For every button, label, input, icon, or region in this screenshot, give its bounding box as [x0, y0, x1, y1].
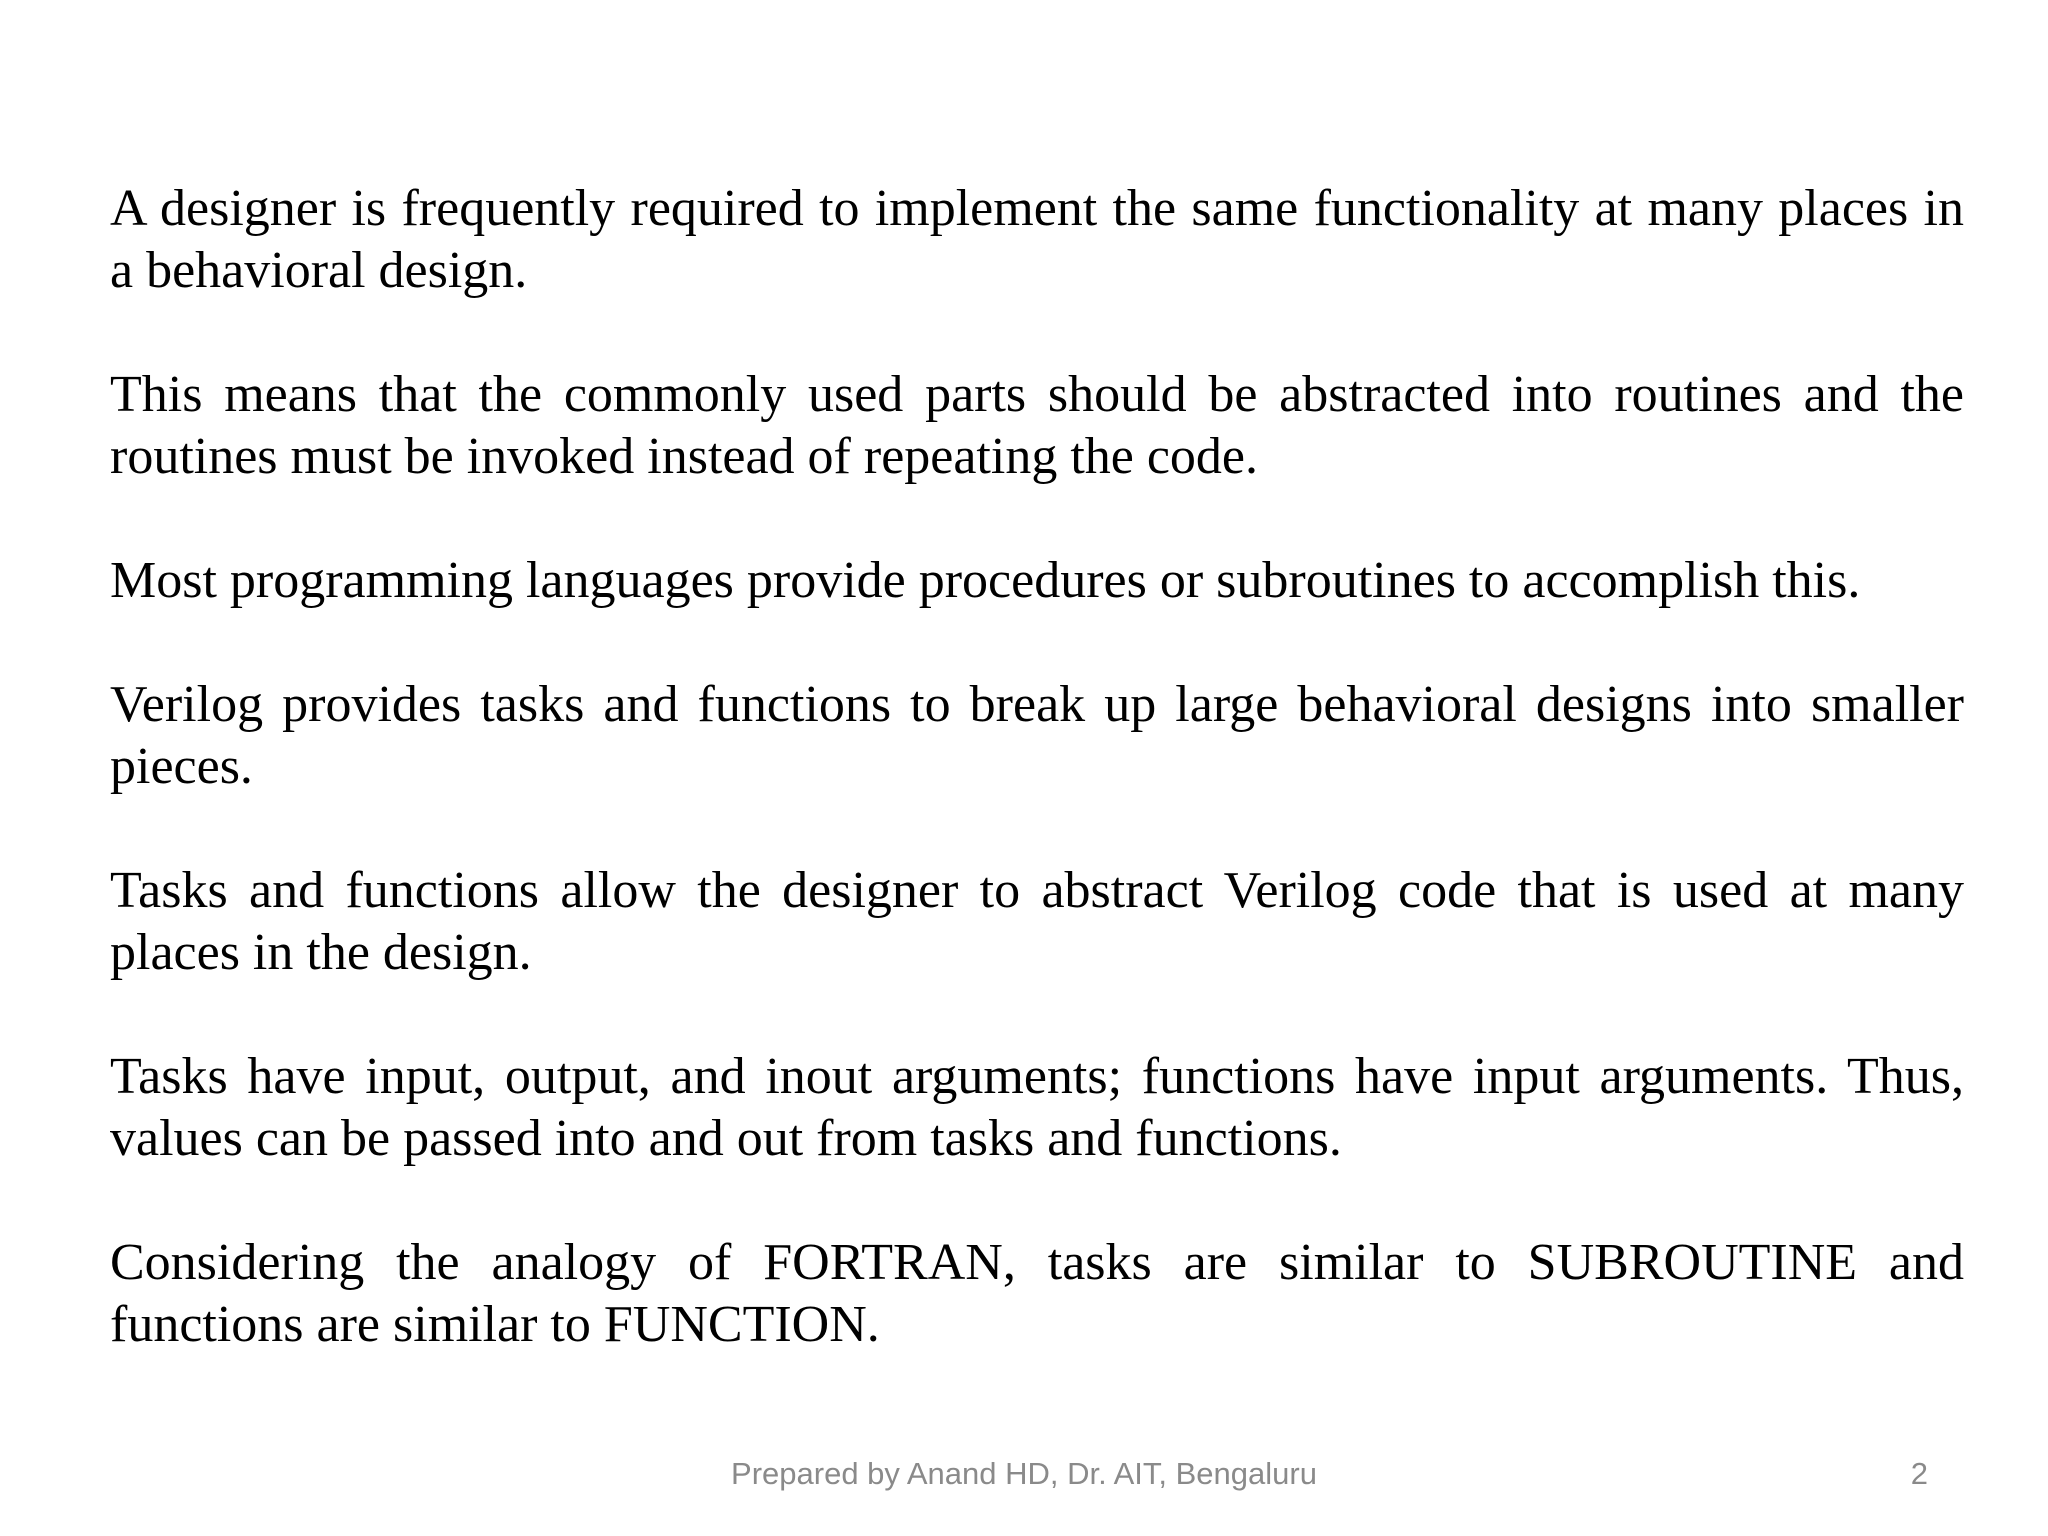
slide-body: [110, 178, 1964, 1356]
paragraph-7: Considering the analogy of FORTRAN, tasks are similar to SUBROUTINE and functions are similar to FUNCTION.: [110, 1234, 1964, 1353]
paragraph-4: Verilog provides tasks and functions to break up large behavioral designs into smaller pieces.: [110, 676, 1964, 795]
paragraph-3: Most programming languages provide procedures or subroutines to accomplish this.: [110, 552, 1861, 609]
paragraph-1: A designer is frequently required to implement the same functionality at many places in a behavioral design.: [110, 180, 1964, 299]
paragraph-6: Tasks have input, output, and inout arguments; functions have input arguments. Thus, values can be passed into and out from tasks and functions.: [110, 1048, 1964, 1167]
paragraph-5: Tasks and functions allow the designer to abstract Verilog code that is used at many places in the design.: [110, 862, 1964, 981]
footer-credit: Prepared by Anand HD, Dr. AIT, Bengaluru: [731, 1456, 1317, 1491]
slide-footer: [0, 1452, 2048, 1496]
paragraph-2: This means that the commonly used parts should be abstracted into routines and the routines must be invoked instead of repeating the code.: [110, 366, 1964, 485]
page-number: 2: [1910, 1456, 1928, 1491]
